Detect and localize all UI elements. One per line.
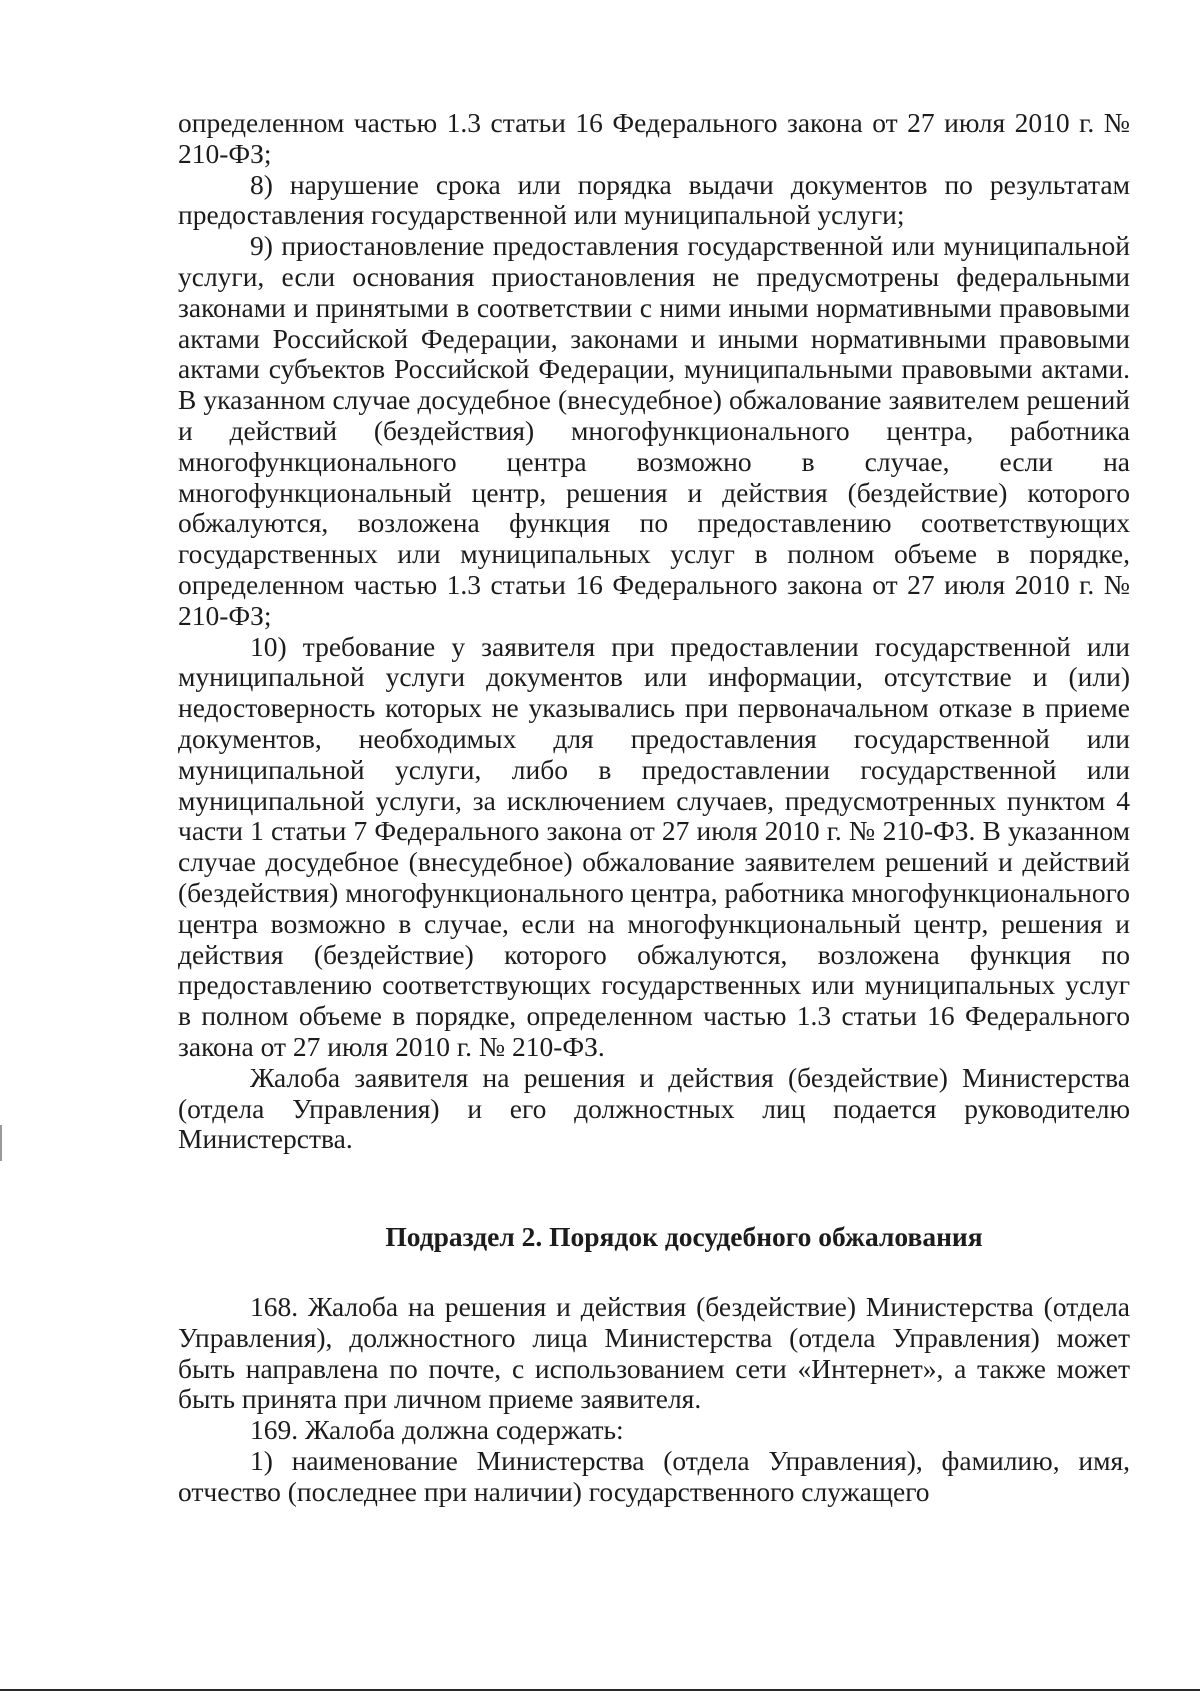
paragraph-item-10: 10) требование у заявителя при предоставлении государственной или муниципальной услуги документов или информации, отсутствие и (или) недостоверность которых не указывались при первоначальном отказе в приеме документов, необходимых для предоставления государственной или муниципальной услуги, либо в предоставлении государственной или муниципальной услуги, за исключением случаев, предусмотренных пунктом 4 части 1 статьи 7 Федерального закона от 27 июля 2010 г. № 210-ФЗ. В указанном случае досудебное (внесудебное) обжалование заявителем решений и действий (бездействия) многофункционального центра, работника многофункционального центра возможно в случае, если на многофункциональный центр, решения и действия (бездействие) которого обжалуются, возложена функция по предоставлению соответствующих государственных или муниципальных услуг в полном объеме в порядке, определенном частью 1.3 статьи 16 Федерального закона от 27 июля 2010 г. № 210-ФЗ. (178, 630, 1130, 1062)
paragraph-169: 169. Жалоба должна содержать: (250, 1414, 624, 1446)
paragraph-item-8: 8) нарушение срока или порядка выдачи документов по результатам предоставления государственной или муниципальной услуги; (178, 168, 1130, 231)
section-heading: Подраздел 2. Порядок досудебного обжалования (385, 1221, 983, 1253)
document-body (178, 108, 1130, 1508)
paragraph-item-9: 9) приостановление предоставления государственной или муниципальной услуги, если основания приостановления не предусмотрены федеральными законами и принятыми в соответствии с ними иными нормативными правовыми актами Российской Федерации, законами и иными нормативными правовыми актами субъектов Российской Федерации, муниципальными правовыми актами. В указанном случае досудебное (внесудебное) обжалование заявителем решений и действий (бездействия) многофункционального центра, работника многофункционального центра возможно в случае, если на многофункциональный центр, решения и действия (бездействие) которого обжалуются, возложена функция по предоставлению соответствующих государственных или муниципальных услуг в полном объеме в порядке, определенном частью 1.3 статьи 16 Федерального закона от 27 июля 2010 г. № 210-ФЗ; (178, 230, 1130, 631)
paragraph-complaint-recipient: Жалоба заявителя на решения и действия (бездействие) Министерства (отдела Управления) и его должностных лиц подается руководителю Министерства. (178, 1061, 1130, 1155)
paragraph-continuation: определенном частью 1.3 статьи 16 Федерального закона от 27 июля 2010 г. № 210-ФЗ; (178, 107, 1130, 169)
paragraph-168: 168. Жалоба на решения и действия (бездействие) Министерства (отдела Управления), должностного лица Министерства (отдела Управления) может быть направлена по почте, с использованием сети «Интернет», а также может быть принята при личном приеме заявителя. (178, 1291, 1130, 1415)
page-bottom-edge (0, 1689, 1200, 1691)
paragraph-169-item-1: 1) наименование Министерства (отдела Управления), фамилию, имя, отчество (последнее при наличии) государственного служащего (178, 1445, 1130, 1507)
scan-edge-mark (0, 1125, 2, 1161)
